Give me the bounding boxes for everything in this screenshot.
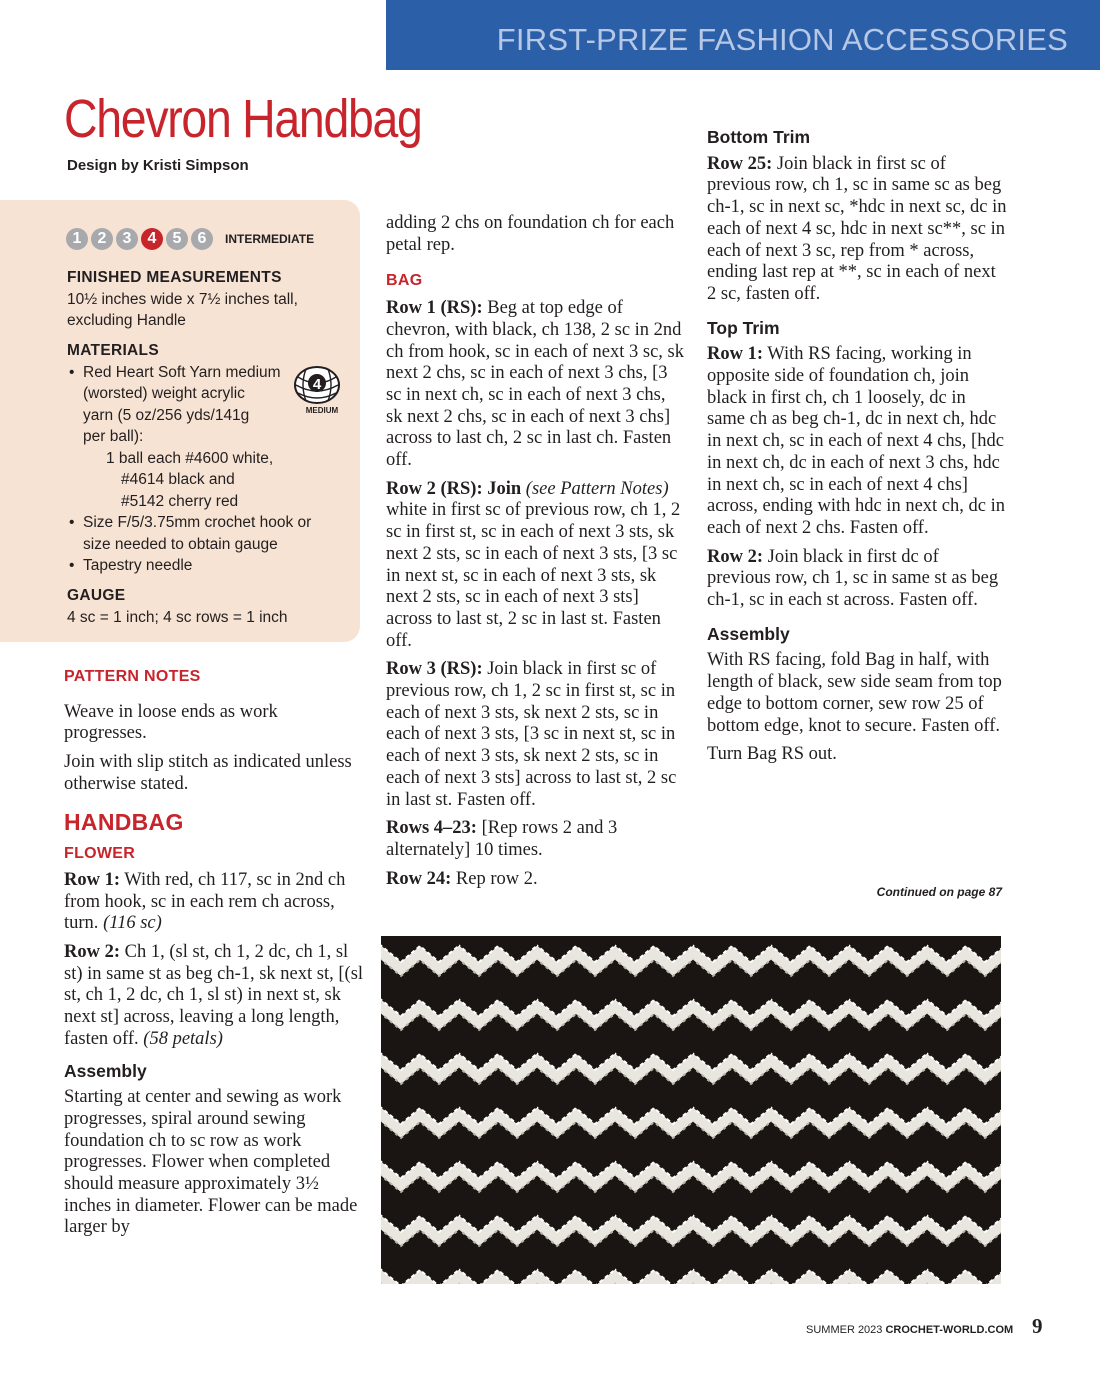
pattern-notes-heading: PATTERN NOTES bbox=[64, 668, 201, 685]
handbag-heading: HANDBAG bbox=[64, 808, 184, 835]
bag-assembly-turn: Turn Bag RS out. bbox=[707, 744, 837, 765]
flower-assembly-cont: adding 2 chs on foundation ch for each petal rep. bbox=[386, 213, 675, 255]
pattern-note-1: Weave in loose ends as work progresses. bbox=[64, 701, 278, 744]
bag-heading: BAG bbox=[386, 272, 423, 290]
designer-byline: Design by Kristi Simpson bbox=[67, 157, 249, 174]
gauge-section bbox=[67, 585, 357, 628]
materials-needle: • Tapestry needle bbox=[67, 555, 357, 577]
middle-column bbox=[386, 213, 684, 897]
bag-row-3: Row 3 (RS): Join black in first sc of previous row, ch 1, 2 sc in first st, sc in each of next 3 sts, sk next 2 sts, sc in each of next 3 sts, [3 sc in next st, sc in each of next 3 sts, sk next 2 sts, sc in each of next 3 sts] across to last st, 2 sc in last st. Fasten off. bbox=[386, 659, 677, 810]
bag-assembly-text: With RS facing, fold Bag in half, with length of black, sew side seam from top edge to bottom corner, sew row 25 of bottom edge, knot to secure. Fasten off. bbox=[707, 650, 1002, 736]
skill-dot-4-selected: 4 bbox=[141, 228, 163, 250]
yarn-weight-number: 4 bbox=[312, 376, 322, 393]
materials-yarn: • Red Heart Soft Yarn medium (worsted) weight acrylic yarn (5 oz/256 yds/141g per ball): 1 ball each #4600 white, #4614 black and #5142 cherry red bbox=[67, 362, 357, 513]
right-column bbox=[707, 127, 1007, 773]
bottom-trim-row-25: Row 25: Join black in first sc of previous row, ch 1, sc in same sc as beg ch-1, sc in next sc, *hdc in next sc, dc in each of next 4 sc, hdc in next sc**, sc in each of next 3 sc, rep from * across, ending last rep at **, sc in each of next 2 sc, fasten off. bbox=[707, 153, 1007, 304]
skill-level-label: INTERMEDIATE bbox=[225, 232, 315, 246]
chevron-fabric-photo bbox=[381, 936, 1001, 1284]
page-title: Chevron Handbag bbox=[64, 89, 422, 149]
skill-dot-1: 1 bbox=[66, 228, 88, 250]
bag-row-24: Row 24: Rep row 2. bbox=[386, 868, 538, 889]
section-banner-text: FIRST-PRIZE FASHION ACCESSORIES bbox=[496, 22, 1068, 57]
skill-dot-3: 3 bbox=[116, 228, 138, 250]
flower-assembly-heading: Assembly bbox=[64, 1060, 147, 1081]
yarn-weight-label: MEDIUM bbox=[305, 406, 339, 415]
bag-assembly-heading: Assembly bbox=[707, 623, 790, 644]
materials-heading: MATERIALS bbox=[67, 342, 159, 359]
measurements-section bbox=[67, 267, 357, 332]
top-trim-row-2: Row 2: Join black in first dc of previous row, ch 1, sc in same st as beg ch-1, sc in each st across. Fasten off. bbox=[707, 546, 999, 611]
section-banner bbox=[386, 0, 1100, 70]
skill-level bbox=[66, 228, 314, 250]
bottom-trim-heading: Bottom Trim bbox=[707, 127, 811, 147]
skill-dot-6: 6 bbox=[191, 228, 213, 250]
measurements-text: 10½ inches wide x 7½ inches tall, excluding Handle bbox=[67, 290, 298, 329]
materials-hook: • Size F/5/3.75mm crochet hook or size needed to obtain gauge bbox=[67, 512, 313, 555]
top-trim-heading: Top Trim bbox=[707, 317, 780, 338]
skill-dot-2: 2 bbox=[91, 228, 113, 250]
top-trim-row-1: Row 1: With RS facing, working in opposite side of foundation ch, join black in first ch, ch 1 loosely, dc in same ch as beg ch-1, dc in next ch, hdc in next ch, sc in each of next 4 chs, [hdc in next ch, dc in each of next 3 chs, hdc in next ch, sc in each of next 4 chs] across, ending with hdc in next ch, dc in each of next 2 chs. Fasten off. bbox=[707, 344, 1005, 538]
gauge-text: 4 sc = 1 inch; 4 sc rows = 1 inch bbox=[67, 608, 288, 626]
gauge-heading: GAUGE bbox=[67, 587, 126, 604]
footer-issue: SUMMER 2023 CROCHET-WORLD.COM bbox=[806, 1324, 1014, 1336]
flower-row-1: Row 1: With red, ch 117, sc in 2nd ch from hook, sc in each rem ch across, turn. (116 sc) bbox=[64, 869, 346, 934]
flower-row-2: Row 2: Ch 1, (sl st, ch 1, 2 dc, ch 1, sl st) in same st as beg ch-1, sk next st, [(sl st, ch 1, 2 dc, ch 1, sl st) in next st, sk next st] across, leaving a long length, fasten off. (58 petals) bbox=[64, 942, 364, 1049]
pattern-note-2: Join with slip stitch as indicated unless otherwise stated. bbox=[64, 752, 352, 794]
bag-row-2: Row 2 (RS): Join (see Pattern Notes) white in first sc of previous row, ch 1, 2 sc in first st, sc in each of next 3 sts, sk next 2 sts, sc in each of next 3 sts, [3 sc in next st, sc in each of next 3 sts, sk next 2 sts, sc in each of next 3 sts] across to last st, 2 sc in last st. Fasten off. bbox=[386, 478, 681, 651]
flower-heading: FLOWER bbox=[64, 845, 136, 863]
flower-assembly-text: Starting at center and sewing as work progresses, spiral around sewing foundation ch to sc row as work progresses. Flower when completed should measure approximately 3½ inches in diameter. Flower can be made larger by bbox=[64, 1087, 358, 1238]
left-column bbox=[64, 666, 364, 1246]
bag-rows-4-23: Rows 4–23: [Rep rows 2 and 3 alternately] 10 times. bbox=[386, 818, 618, 860]
measurements-heading: FINISHED MEASUREMENTS bbox=[67, 269, 282, 286]
yarn-weight-icon bbox=[292, 365, 342, 417]
continued-note: Continued on page 87 bbox=[876, 885, 1002, 899]
page-number: 9 bbox=[1032, 1314, 1043, 1338]
bag-row-1: Row 1 (RS): Beg at top edge of chevron, with black, ch 138, 2 sc in 2nd ch from hook, sc in each of next 3 sc, sk next 2 chs, sc in each of next 3 chs, [3 sc in next ch, sc in each of next 3 chs, sk next 2 chs, sc in each of next 3 chs] across to last ch, 2 sc in last ch. Fasten off. bbox=[386, 298, 684, 471]
skill-dot-5: 5 bbox=[166, 228, 188, 250]
